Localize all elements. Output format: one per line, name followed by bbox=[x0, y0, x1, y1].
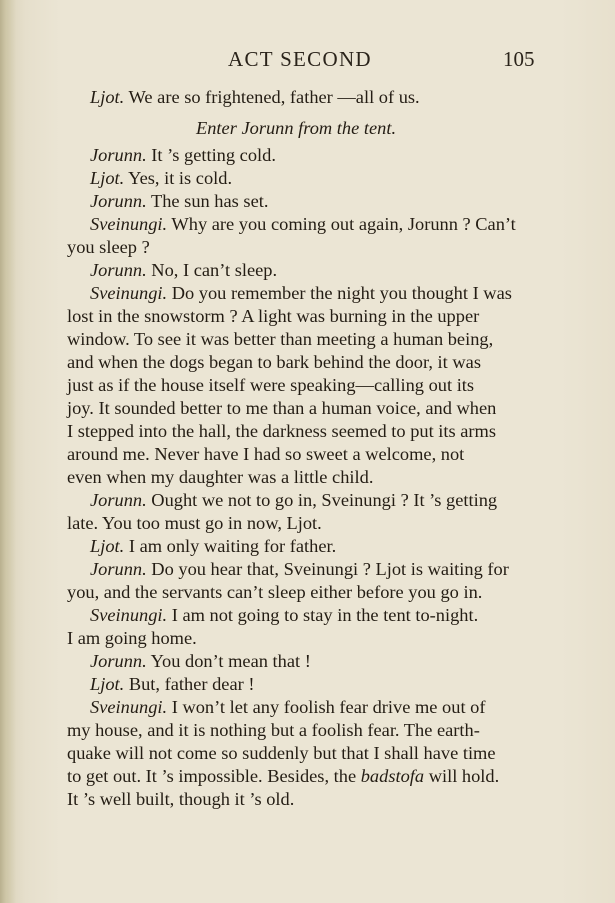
speaker-name: Jorunn. bbox=[90, 191, 147, 211]
speaker-name: Ljot. bbox=[90, 87, 125, 107]
speaker-name: Ljot. bbox=[90, 536, 125, 556]
speech-text: You don’t mean that ! bbox=[146, 651, 311, 671]
text-line: just as if the house itself were speaking—calling out its bbox=[67, 375, 475, 395]
running-head-title: ACT SECOND bbox=[228, 47, 372, 71]
text-line: you, and the servants can’t sleep either before you go in. bbox=[67, 582, 483, 602]
text-line bbox=[67, 765, 499, 788]
text-line: around me. Never have I had so sweet a welcome, not bbox=[67, 444, 465, 464]
speaker-name: Ljot. bbox=[90, 674, 125, 694]
speaker-name: Sveinungi. bbox=[90, 214, 168, 234]
speaker-name: Jorunn. bbox=[90, 260, 147, 280]
speaker-name: Jorunn. bbox=[90, 145, 147, 165]
speech-text: But, father dear ! bbox=[124, 674, 255, 694]
text-line: quake will not come so suddenly but that I shall have time bbox=[67, 743, 496, 763]
speech-text: It ’s getting cold. bbox=[146, 145, 276, 165]
text-line bbox=[90, 190, 268, 213]
text-line bbox=[90, 213, 516, 236]
speech-text-end: will hold. bbox=[424, 766, 500, 786]
speaker-name: Sveinungi. bbox=[90, 283, 168, 303]
speech-text: Do you remember the night you thought I was bbox=[167, 283, 512, 303]
speaker-name: Jorunn. bbox=[90, 651, 147, 671]
speaker-name: Sveinungi. bbox=[90, 697, 168, 717]
speech-text: Ought we not to go in, Sveinungi ? It ’s getting bbox=[146, 490, 498, 510]
text-line bbox=[90, 259, 277, 282]
text-line: window. To see it was better than meeting a human being, bbox=[67, 329, 494, 349]
text-line: and when the dogs began to bark behind the door, it was bbox=[67, 352, 481, 372]
speaker-name: Jorunn. bbox=[90, 559, 147, 579]
text-line bbox=[90, 535, 336, 558]
text-line: lost in the snowstorm ? A light was burning in the upper bbox=[67, 306, 480, 326]
text-line: my house, and it is nothing but a foolish fear. The earth- bbox=[67, 720, 480, 740]
speech-text: The sun has set. bbox=[146, 191, 269, 211]
speech-text: I am only waiting for father. bbox=[124, 536, 337, 556]
text-line: I stepped into the hall, the darkness seemed to put its arms bbox=[67, 421, 497, 441]
italic-word: badstofa bbox=[360, 766, 425, 786]
speech-text: to get out. It ’s impossible. Besides, the bbox=[67, 766, 361, 786]
text-line bbox=[90, 167, 232, 190]
page-number: 105 bbox=[503, 47, 535, 71]
text-line: joy. It sounded better to me than a human voice, and when bbox=[67, 398, 497, 418]
speech-text: Yes, it is cold. bbox=[124, 168, 233, 188]
text-line bbox=[90, 650, 311, 673]
speech-text: We are so frightened, father —all of us. bbox=[124, 87, 420, 107]
text-line: I am going home. bbox=[67, 628, 197, 648]
text-line: you sleep ? bbox=[67, 237, 150, 257]
text-line bbox=[90, 673, 254, 696]
text-line bbox=[90, 489, 497, 512]
speech-text: I won’t let any foolish fear drive me out of bbox=[167, 697, 486, 717]
text-line: late. You too must go in now, Ljot. bbox=[67, 513, 322, 533]
text-line bbox=[90, 86, 420, 109]
speech-text: No, I can’t sleep. bbox=[146, 260, 278, 280]
text-line bbox=[90, 604, 478, 627]
speech-text: Do you hear that, Sveinungi ? Ljot is waiting for bbox=[146, 559, 509, 579]
speaker-name: Ljot. bbox=[90, 168, 125, 188]
text-line bbox=[90, 696, 485, 719]
running-head bbox=[0, 47, 615, 75]
speech-text: Why are you coming out again, Jorunn ? Can’t bbox=[167, 214, 516, 234]
speaker-name: Jorunn. bbox=[90, 490, 147, 510]
text-line: It ’s well built, though it ’s old. bbox=[67, 789, 295, 809]
stage-direction: Enter Jorunn from the tent. bbox=[196, 118, 397, 138]
speech-text: I am not going to stay in the tent to-night. bbox=[167, 605, 479, 625]
text-line: even when my daughter was a little child. bbox=[67, 467, 374, 487]
text-line bbox=[90, 282, 512, 305]
text-line bbox=[90, 558, 509, 581]
text-line bbox=[90, 144, 276, 167]
binding-gutter bbox=[0, 0, 16, 903]
speaker-name: Sveinungi. bbox=[90, 605, 168, 625]
